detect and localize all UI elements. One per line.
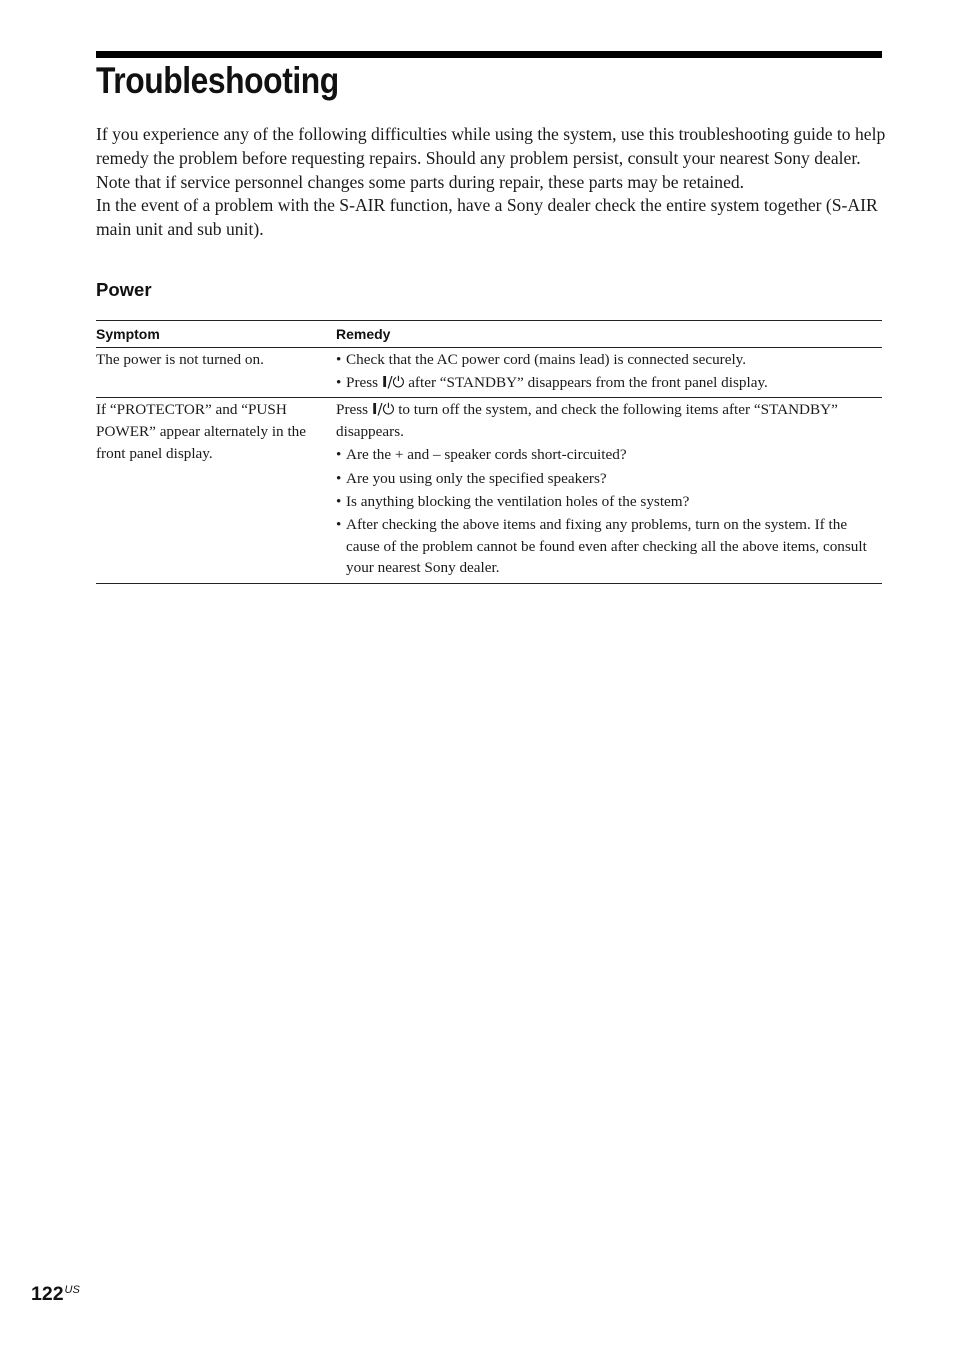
region-code: US — [64, 1284, 80, 1296]
remedy-cell — [336, 398, 882, 583]
remedy-item — [336, 372, 882, 394]
remedy-list — [336, 349, 882, 394]
remedy-item: • Are the + and – speaker cords short-circuited? — [336, 444, 882, 466]
symptom-header: Symptom — [96, 321, 336, 348]
symptom-cell: If “PROTECTOR” and “PUSH POWER” appear alternately in the front panel display. — [96, 398, 336, 583]
remedy-item: • After checking the above items and fixing any problems, turn on the system. If the cause of the problem cannot be found even after checking all the above items, consult your nearest Sony dealer. — [336, 514, 882, 579]
intro-paragraph: In the event of a problem with the S-AIR function, have a Sony dealer check the entire system together (S-AIR main unit and sub unit). — [96, 195, 878, 240]
remedy-list — [336, 444, 882, 579]
troubleshooting-table — [96, 320, 882, 584]
remedy-text: Press — [336, 401, 369, 419]
power-standby-icon: I/⏻ — [381, 373, 405, 392]
power-standby-icon: I/⏻ — [371, 400, 395, 419]
page-number — [31, 1283, 80, 1306]
intro-text — [96, 123, 886, 242]
title-rule — [96, 51, 882, 58]
page-title: Troubleshooting — [96, 60, 339, 101]
remedy-cell — [336, 348, 882, 398]
section-heading-power: Power — [96, 279, 152, 300]
remedy-text: after “STANDBY” disappears from the front panel display. — [408, 374, 768, 392]
remedy-text: Press — [346, 374, 379, 392]
remedy-item: • Are you using only the specified speakers? — [336, 468, 882, 490]
table-row — [96, 348, 882, 398]
remedy-lead — [336, 399, 882, 442]
table-row — [96, 398, 882, 583]
intro-paragraph: Note that if service personnel changes some parts during repair, these parts may be retained. — [96, 171, 745, 192]
table-header-row — [96, 321, 882, 348]
remedy-item: • Is anything blocking the ventilation holes of the system? — [336, 491, 882, 513]
remedy-header: Remedy — [336, 321, 882, 348]
intro-paragraph: If you experience any of the following difficulties while using the system, use this troubleshooting guide to help remedy the problem before requesting repairs. Should any problem persist, consult your nearest Sony dealer. — [96, 124, 886, 168]
symptom-cell: The power is not turned on. — [96, 351, 264, 368]
page-number-value: 122 — [31, 1283, 64, 1305]
remedy-item: • Check that the AC power cord (mains lead) is connected securely. — [336, 349, 882, 371]
remedy-text: to turn off the system, and check the following items after “STANDBY” disappears. — [336, 401, 838, 441]
